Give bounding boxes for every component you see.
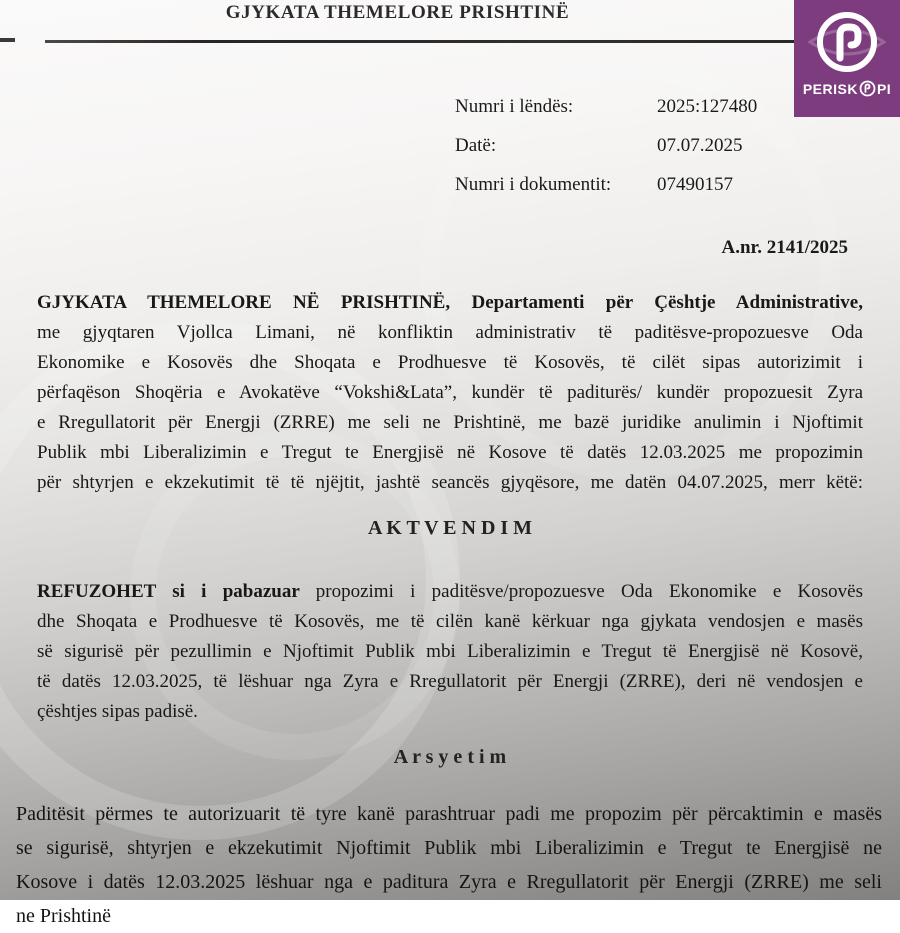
wordmark-right: PI [876,80,892,97]
meta-value: 07490157 [657,174,733,195]
reasoning-line: Kosove i datës 12.03.2025 lëshuar nga e paditura Zyra e Rregullatorit për Energji (ZRRE) me seli [16,871,882,893]
meta-label: Datë: [455,135,497,156]
ruling-lead-rest: propozimi i paditësve/propozuesve Oda Ekonomike e Kosovës [315,581,863,602]
intro-line: Ekonomike e Kosovës dhe Shoqata e Prodhuesve të Kosovës, të cilët sipas autorizimit i [37,352,863,373]
meta-label: Numri i lëndës: [455,96,574,117]
ruling-line: së sigurisë për pezullimin e Njoftimit Publik mbi Liberalizimin e Tregut të Energjisë në Kosovë, [37,641,863,662]
court-header-title: GJYKATA THEMELORE PRISHTINË [225,2,570,23]
wordmark-o-periscope-icon [859,80,876,97]
ruling-paragraph [37,577,863,727]
intro-line: me gjyqtaren Vjollca Limani, në konfliktin administrativ të paditësve-propozuesve Oda [37,322,863,343]
intro-line: përfaqëson Shoqëria e Avokatëve “Vokshi&Lata”, kundër të paditurës/ kundër propozuesit Zyra [37,382,863,403]
ruling-heading: A K T V E N D I M [367,517,533,539]
ruling-bold-lead: REFUZOHET si i pabazuar [37,581,316,602]
intro-line: për shtyrjen e ekzekutimit të të njëjtit, jashtë seancës gjyqësore, me datën 04.07.2025, merr këtë: [37,472,863,493]
ruling-line: çështjes sipas padisë. [37,701,198,722]
reasoning-heading: A r s y e t i m [393,746,507,768]
meta-value: 07.07.2025 [657,135,743,156]
wordmark-left: PERISK [802,80,858,97]
intro-line: Publik mbi Liberalizimin e Tregut te Energjisë në Kosove të datës 12.03.2025 me propozimin [37,442,863,463]
header-divider-line [45,40,878,43]
reasoning-line: Paditësit përmes te autorizuarit të tyre kanë parashtruar padi me propozim për përcaktimin e masës [16,803,882,825]
meta-value: 2025:127480 [657,96,758,117]
reasoning-line: se sigurisë, shtyrjen e ekzekutimit Njoftimit Publik mbi Liberalizimin e Tregut te Energjisë ne [16,837,882,859]
periskopi-wordmark [803,80,891,97]
periskopi-logo-badge [794,0,900,117]
meta-row-date [455,135,875,157]
intro-line: e Rregullatorit për Energji (ZRRE) me seli ne Prishtinë, me bazë juridike anulimin i Njoftimit [37,412,863,433]
intro-line: GJYKATA THEMELORE NË PRISHTINË, Departamenti për Çështje Administrative, [37,292,863,313]
reasoning-paragraph [16,797,882,933]
scan-edge-mark [0,38,15,42]
case-reference-number: A.nr. 2141/2025 [721,237,848,258]
intro-paragraph [37,288,863,498]
ruling-line: të datës 12.03.2025, të lëshuar nga Zyra e Rregullatorit për Energji (ZRRE), deri në vendosjen e [37,671,863,692]
reasoning-line: ne Prishtinë [16,905,111,927]
ruling-line: dhe Shoqata e Prodhuesve të Kosovës, me të cilën kanë kërkuar nga gjykata vendosjen e masës [37,611,863,632]
meta-label: Numri i dokumentit: [455,174,612,195]
meta-row-document-number [455,174,875,196]
ruling-line [37,577,863,607]
periskopi-periscope-icon [808,6,886,78]
